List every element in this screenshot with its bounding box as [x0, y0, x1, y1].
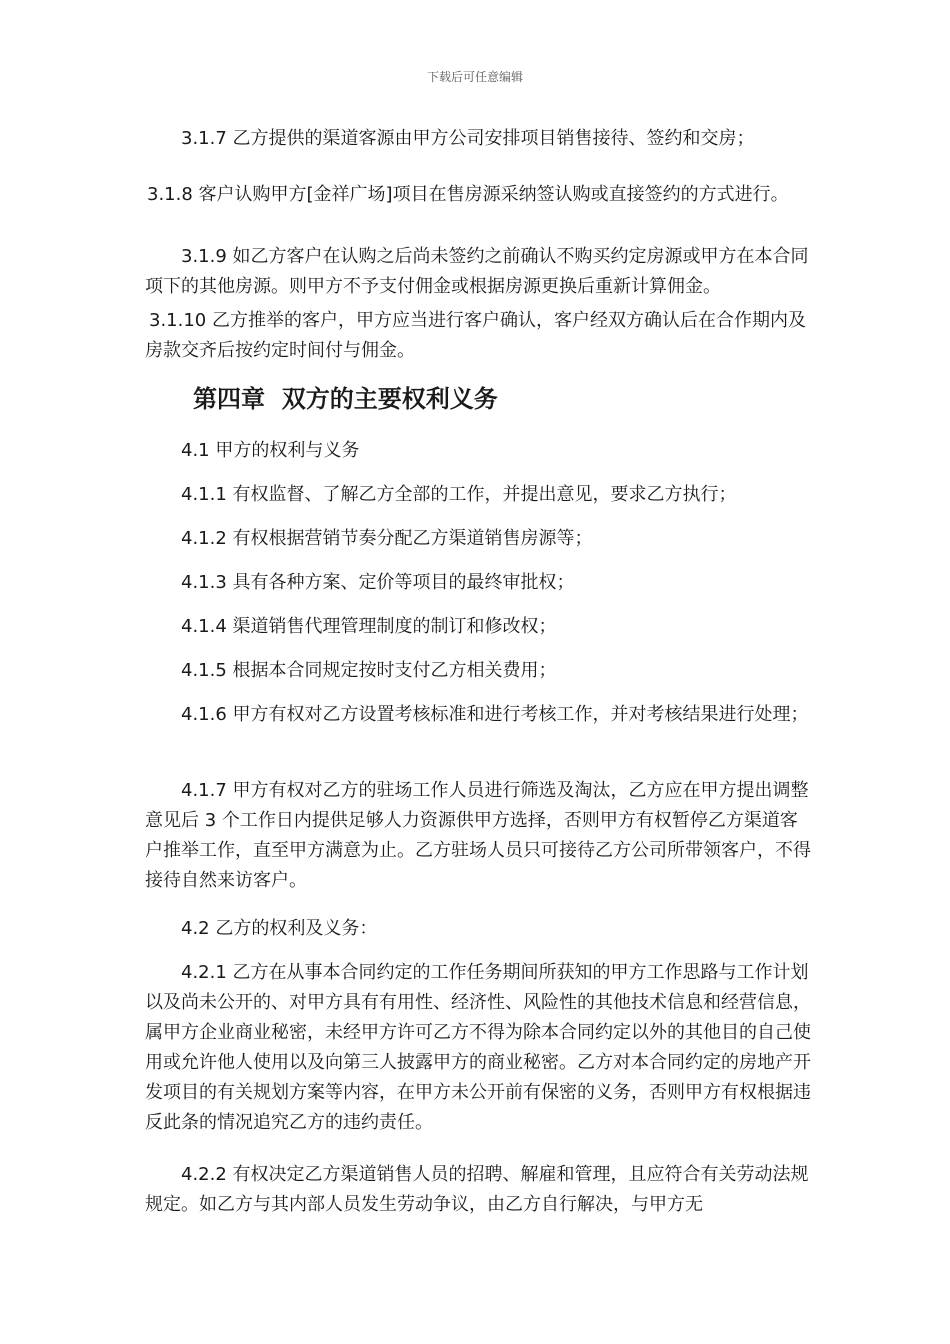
clause-3-1-7: 3.1.7 乙方提供的渠道客源由甲方公司安排项目销售接待、签约和交房；: [181, 128, 755, 149]
clause-4-1: 4.1 甲方的权利与义务: [181, 440, 360, 461]
clause-4-2: 4.2 乙方的权利及义务：: [181, 918, 378, 939]
clause-4-1-4: 4.1.4 渠道销售代理管理制度的制订和修改权；: [181, 616, 557, 637]
clause-4-2-2: 4.2.2 有权决定乙方渠道销售人员的招聘、解雇和管理，且应符合有关劳动法规规定。如乙方与其内部人员发生劳动争议，由乙方自行解决，与甲方无: [145, 1164, 809, 1215]
clause-4-1-1: 4.1.1 有权监督、了解乙方全部的工作，并提出意见，要求乙方执行；: [181, 484, 737, 505]
clause-4-2-1: 4.2.1 乙方在从事本合同约定的工作任务期间所获知的甲方工作思路与工作计划以及尚未公开的、对甲方具有有用性、经济性、风险性的其他技术信息和经营信息，属甲方企业商业秘密，未经甲方许可乙方不得为除本合同约定以外的其他目的自己使用或允许他人使用以及向第三人披露甲方的商业秘密。乙方对本合同约定的房地产开发项目的有关规划方案等内容，在甲方未公开前有保密的义务，否则甲方有权根据违反此条的情况追究乙方的违约责任。: [145, 962, 811, 1133]
clause-3-1-9: 3.1.9 如乙方客户在认购之后尚未签约之前确认不购买约定房源或甲方在本合同项下的其他房源。则甲方不予支付佣金或根据房源更换后重新计算佣金。: [145, 246, 809, 297]
clause-4-1-7: 4.1.7 甲方有权对乙方的驻场工作人员进行筛选及淘汰，乙方应在甲方提出调整意见后 3 个工作日内提供足够人力资源供甲方选择，否则甲方有权暂停乙方渠道客户推举工作，直至甲方满意为止。乙方驻场人员只可接待乙方公司所带领客户，不得接待自然来访客户。: [145, 780, 811, 891]
clause-4-1-6: 4.1.6 甲方有权对乙方设置考核标准和进行考核工作，并对考核结果进行处理；: [181, 704, 809, 725]
clause-3-1-8: 3.1.8 客户认购甲方[金祥广场]项目在售房源采纳签认购或直接签约的方式进行。: [147, 184, 789, 205]
chapter-heading: 第四章 双方的主要权利义务: [193, 385, 498, 413]
page-header: 下载后可任意编辑: [426, 70, 523, 84]
clause-4-1-3: 4.1.3 具有各种方案、定价等项目的最终审批权；: [181, 572, 575, 593]
clause-3-1-10: 3.1.10 乙方推举的客户，甲方应当进行客户确认，客户经双方确认后在合作期内及房款交齐后按约定时间付与佣金。: [145, 310, 806, 361]
clause-4-1-2: 4.1.2 有权根据营销节奏分配乙方渠道销售房源等；: [181, 528, 593, 549]
clause-4-1-5: 4.1.5 根据本合同规定按时支付乙方相关费用；: [181, 660, 557, 681]
